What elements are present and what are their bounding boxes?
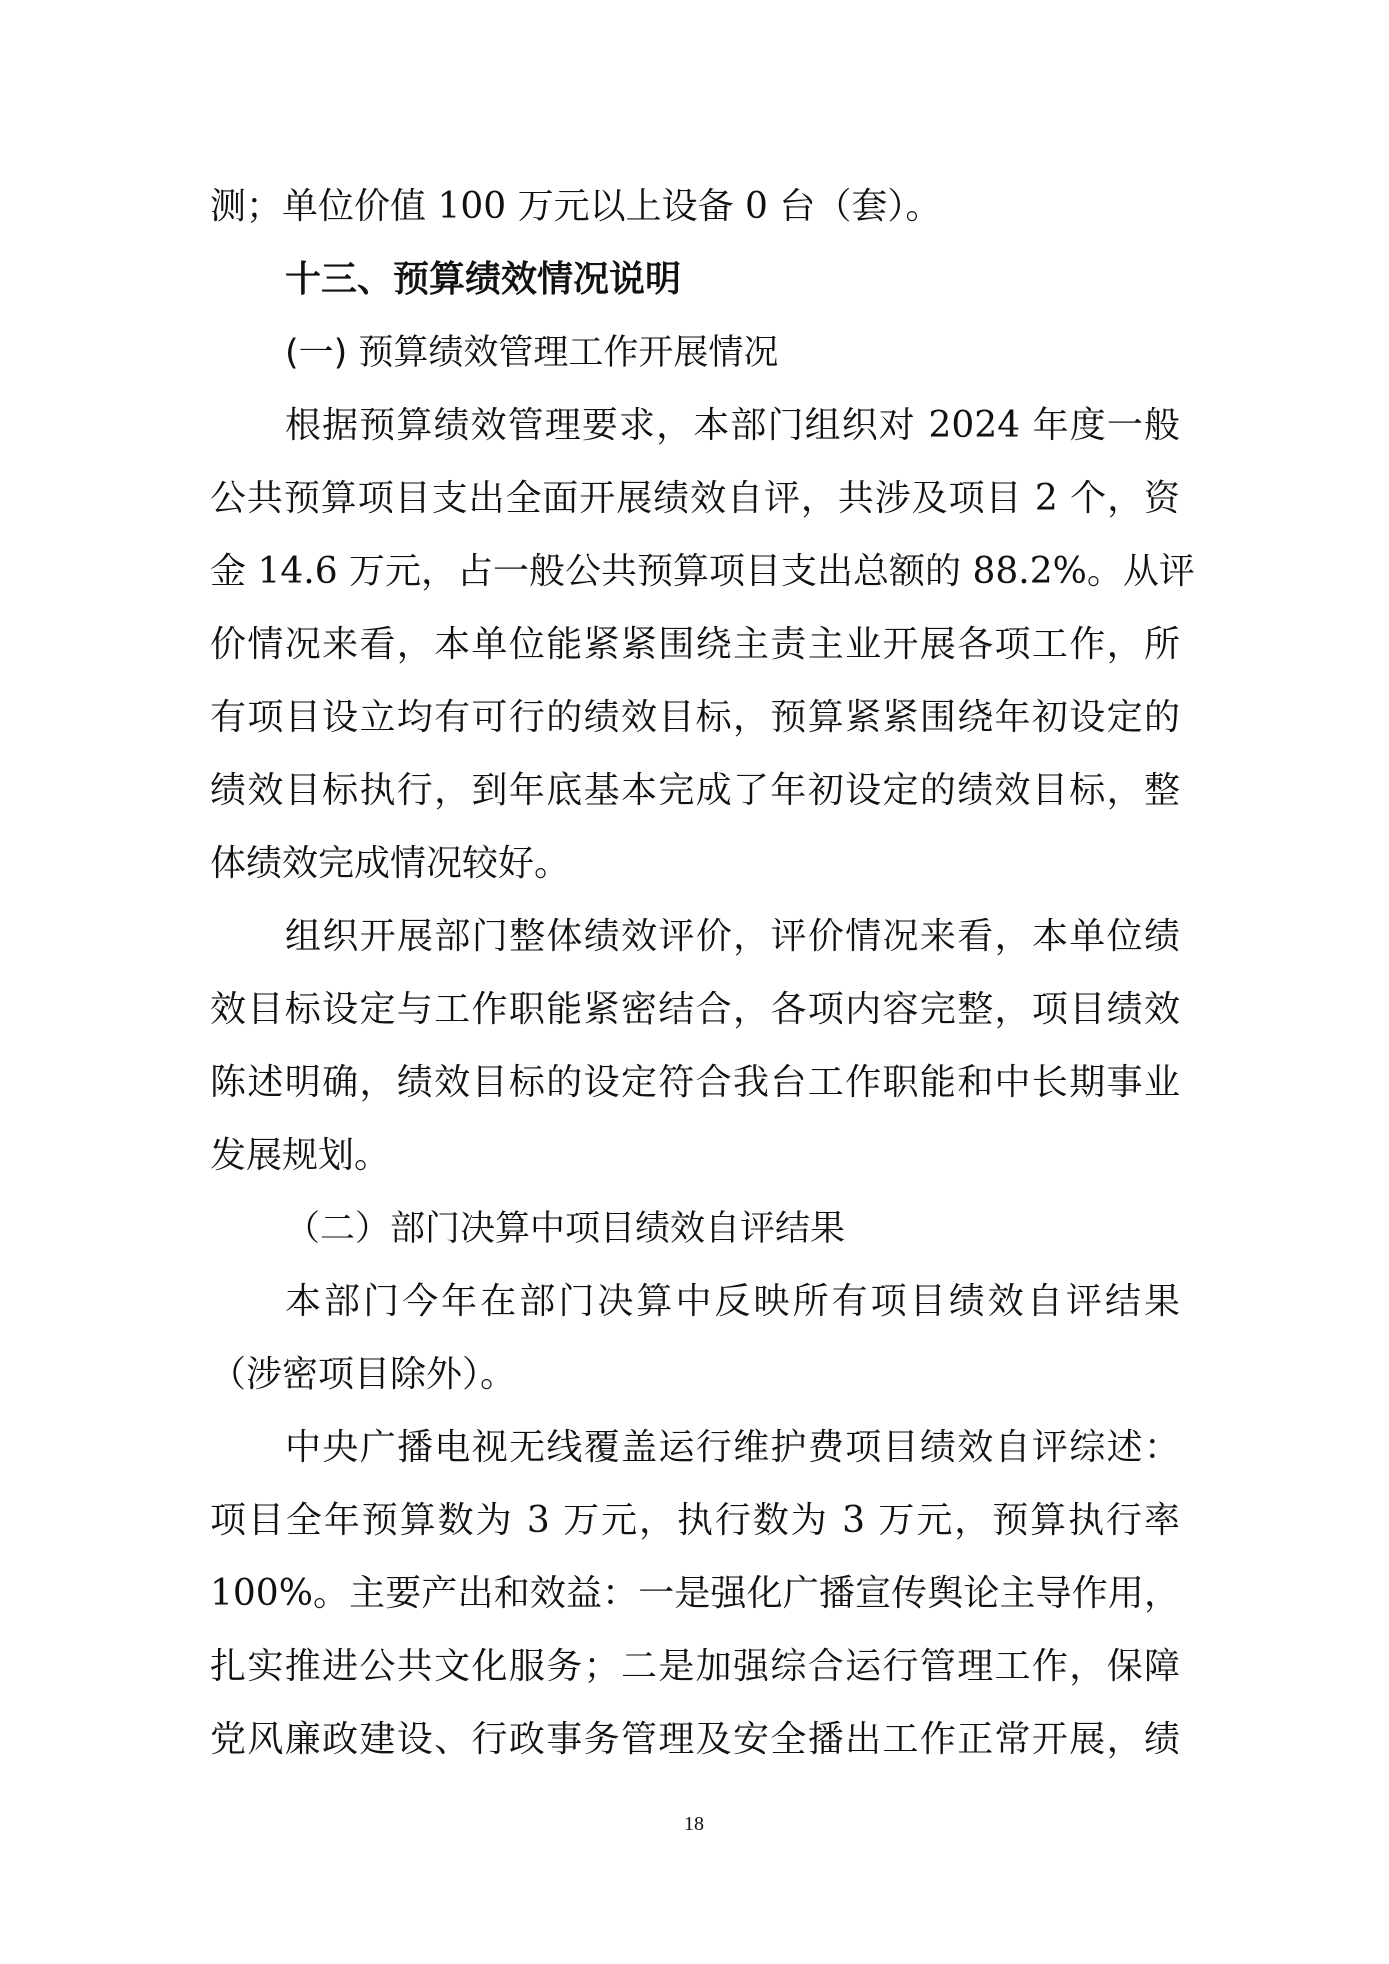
subsection-heading: (一) 预算绩效管理工作开展情况 [285,333,779,373]
paragraph-line: 陈述明确，绩效目标的设定符合我台工作职能和中长期事业 [210,1062,1180,1103]
paragraph-line: 组织开展部门整体绩效评价，评价情况来看，本单位绩 [285,916,1180,957]
paragraph-line: （涉密项目除外）。 [210,1354,517,1395]
paragraph-line: 体绩效完成情况较好。 [210,843,571,884]
paragraph-line: 根据预算绩效管理要求，本部门组织对 2024 年度一般 [285,405,1180,446]
paragraph-line: 效目标设定与工作职能紧密结合，各项内容完整，项目绩效 [210,989,1180,1030]
paragraph-line: 有项目设立均有可行的绩效目标，预算紧紧围绕年初设定的 [210,697,1180,738]
section-heading: 十三、预算绩效情况说明 [285,259,682,300]
paragraph-line: 发展规划。 [210,1135,391,1176]
paragraph-line: 项目全年预算数为 3 万元，执行数为 3 万元，预算执行率 [210,1500,1180,1541]
paragraph-line: 100%。主要产出和效益：一是强化广播宣传舆论主导作用， [210,1573,1180,1614]
paragraph-line: 价情况来看，本单位能紧紧围绕主责主业开展各项工作，所 [210,624,1180,665]
paragraph-line: 本部门今年在部门决算中反映所有项目绩效自评结果 [285,1281,1180,1322]
subsection-heading: （二）部门决算中项目绩效自评结果 [285,1209,846,1249]
body-text-line: 测；单位价值 100 万元以上设备 0 台（套）。 [210,186,942,227]
paragraph-line: 公共预算项目支出全面开展绩效自评，共涉及项目 2 个，资 [210,478,1180,519]
paragraph-line: 金 14.6 万元，占一般公共预算项目支出总额的 88.2%。从评 [210,551,1195,592]
paragraph-line: 中央广播电视无线覆盖运行维护费项目绩效自评综述： [285,1427,1180,1468]
paragraph-line: 党风廉政建设、行政事务管理及安全播出工作正常开展，绩 [210,1719,1180,1760]
paragraph-line: 绩效目标执行，到年底基本完成了年初设定的绩效目标，整 [210,770,1180,811]
paragraph-line: 扎实推进公共文化服务；二是加强综合运行管理工作，保障 [210,1646,1180,1687]
page-number: 18 [684,1813,704,1835]
